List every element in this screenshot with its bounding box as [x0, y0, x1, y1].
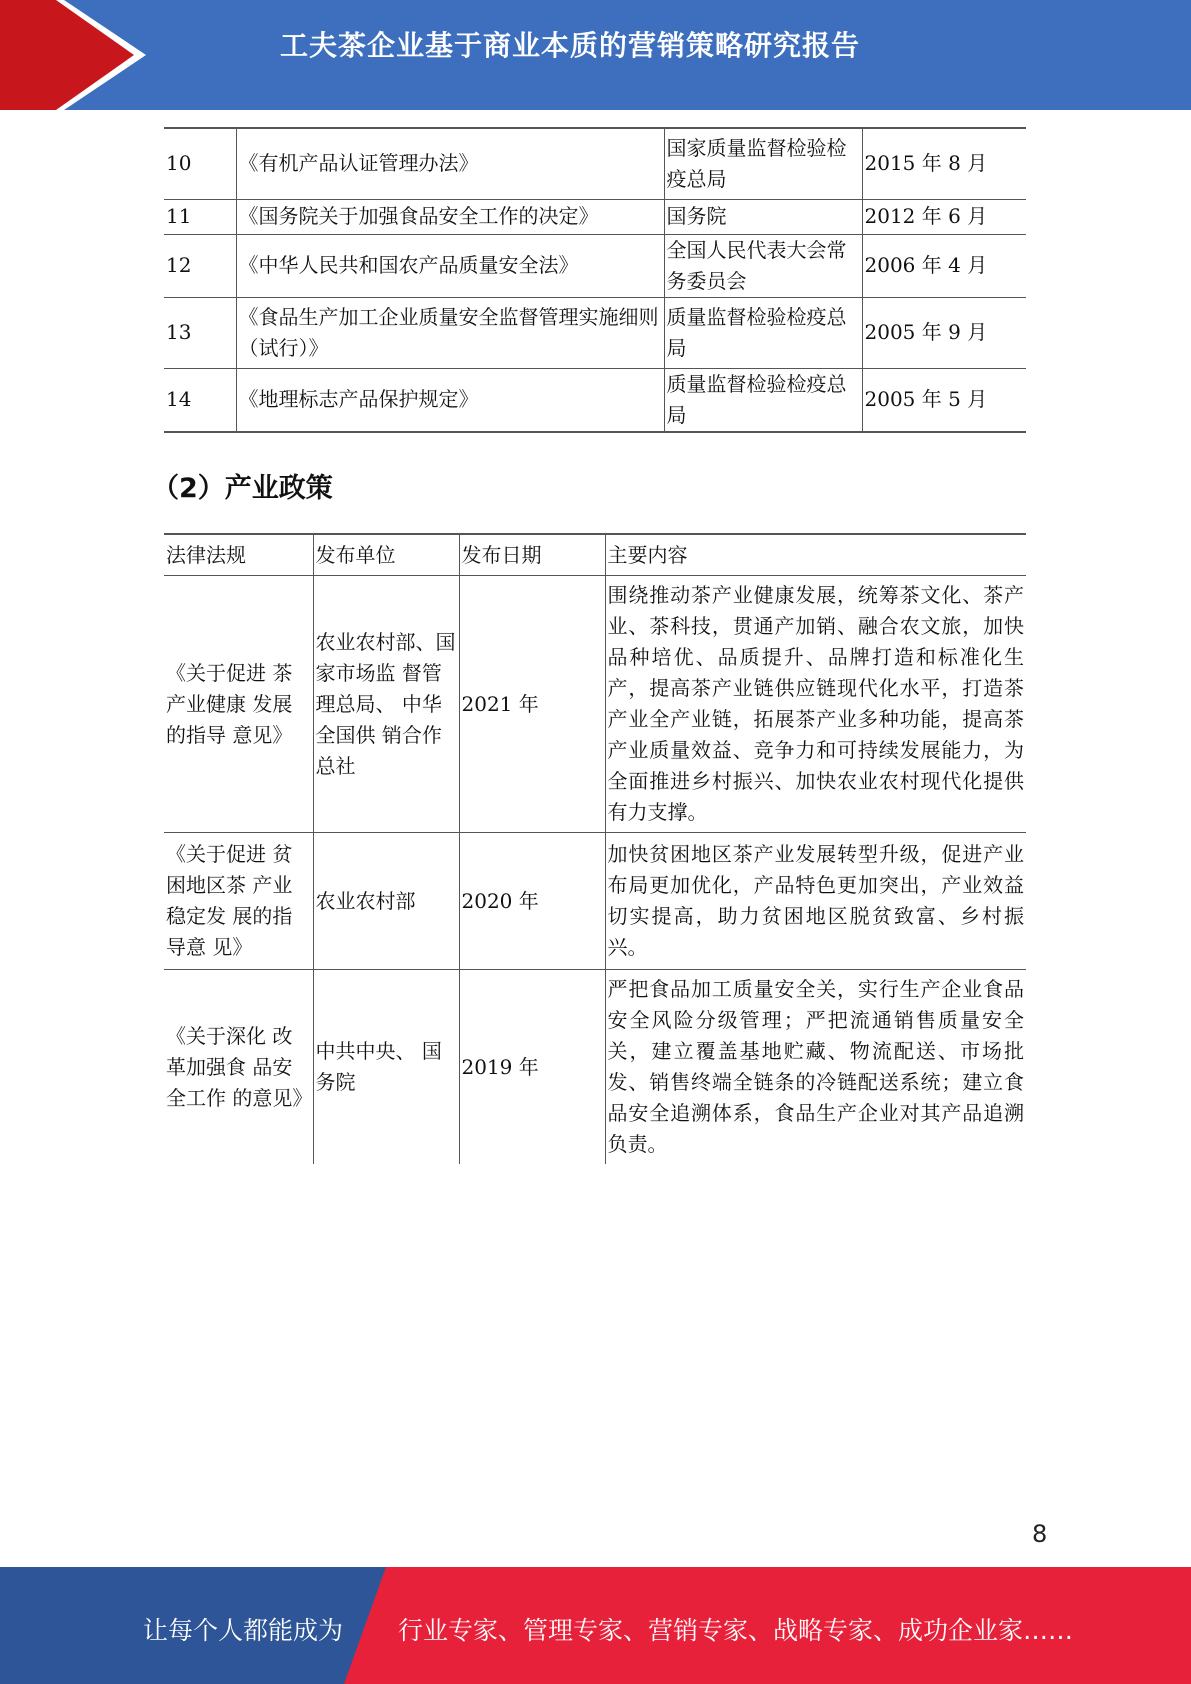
table-row [164, 576, 1026, 833]
column-header: 发布日期 [459, 534, 605, 576]
table-row [164, 368, 1026, 432]
table-row [164, 199, 1026, 234]
policy-date: 2021 年 [459, 576, 605, 833]
policy-content: 围绕推动茶产业健康发展，统筹茶文化、茶产业、茶科技，贯通产加销、融合农文旅，加快品种培优、品质提升、品牌打造和标准化生产，提高茶产业链供应链现代化水平，打造茶产业全产业链，拓展茶产业多种功能，提高茶产业质量效益、竞争力和可持续发展能力，为全面推进乡村振兴、加快农业农村现代化提供有力支撑。 [605, 576, 1026, 833]
regulation-date: 2005 年 9 月 [862, 297, 1026, 368]
regulation-date: 2006 年 4 月 [862, 234, 1026, 297]
regulation-issuer: 全国人民代表大会常务委员会 [664, 234, 862, 297]
page-header [0, 0, 1191, 110]
regulation-name: 《食品生产加工企业质量安全监督管理实施细则（试行）》 [236, 297, 664, 368]
regulation-date: 2005 年 5 月 [862, 368, 1026, 432]
policy-date: 2020 年 [459, 833, 605, 970]
table-row [164, 970, 1026, 1165]
policy-table [164, 533, 1026, 1164]
regulation-issuer: 国务院 [664, 199, 862, 234]
regulation-name: 《国务院关于加强食品安全工作的决定》 [236, 199, 664, 234]
policy-issuer: 农业农村部、国家市场监 督管理总局、 中华全国供 销合作总社 [313, 576, 459, 833]
row-number: 13 [166, 320, 192, 344]
footer-slogan-left: 让每个人都能成为 [143, 1616, 344, 1645]
regulations-table [164, 127, 1026, 433]
policy-content: 加快贫困地区茶产业发展转型升级，促进产业布局更加优化，产品特色更加突出，产业效益切实提高，助力贫困地区脱贫致富、乡村振兴。 [605, 833, 1026, 970]
regulation-issuer: 质量监督检验检疫总局 [664, 297, 862, 368]
row-number: 14 [166, 387, 192, 411]
policy-name: 《关于促进 贫困地区茶 产业稳定发 展的指导意 见》 [166, 842, 293, 959]
table-row [164, 234, 1026, 297]
table-header-row [164, 534, 1026, 576]
table-row [164, 128, 1026, 199]
regulation-issuer: 质量监督检验检疫总局 [664, 368, 862, 432]
row-number: 12 [166, 253, 192, 277]
policy-issuer: 农业农村部 [313, 833, 459, 970]
page-number: 8 [1032, 1520, 1048, 1548]
page-footer [0, 1567, 1191, 1684]
table-row [164, 297, 1026, 368]
column-header: 主要内容 [605, 534, 1026, 576]
policy-content: 严把食品加工质量安全关，实行生产企业食品安全风险分级管理；严把流通销售质量安全关，建立覆盖基地贮藏、物流配送、市场批发、销售终端全链条的冷链配送系统；建立食品安全追溯体系，食品生产企业对其产品追溯负责。 [605, 970, 1026, 1165]
regulation-name: 《地理标志产品保护规定》 [236, 368, 664, 432]
row-number: 10 [166, 151, 192, 176]
regulation-name: 《有机产品认证管理办法》 [236, 128, 664, 199]
table-row [164, 833, 1026, 970]
policy-date: 2019 年 [459, 970, 605, 1165]
regulation-name: 《中华人民共和国农产品质量安全法》 [236, 234, 664, 297]
policy-name: 《关于深化 改革加强食 品安全工作 的意见》 [166, 1023, 313, 1110]
policy-issuer: 中共中央、 国务院 [313, 970, 459, 1165]
footer-slogan-right: 行业专家、管理专家、营销专家、战略专家、成功企业家…… [398, 1616, 1074, 1645]
row-number: 11 [166, 204, 192, 228]
regulation-date: 2015 年 8 月 [862, 128, 1026, 199]
report-title: 工夫茶企业基于商业本质的营销策略研究报告 [280, 29, 861, 62]
regulation-date: 2012 年 6 月 [862, 199, 1026, 234]
column-header: 发布单位 [313, 534, 459, 576]
section-heading: （2）产业政策 [152, 473, 333, 504]
policy-name: 《关于促进 茶产业健康 发展的指导 意见》 [166, 660, 293, 747]
regulation-issuer: 国家质量监督检验检疫总局 [664, 128, 862, 199]
column-header: 法律法规 [166, 542, 246, 567]
